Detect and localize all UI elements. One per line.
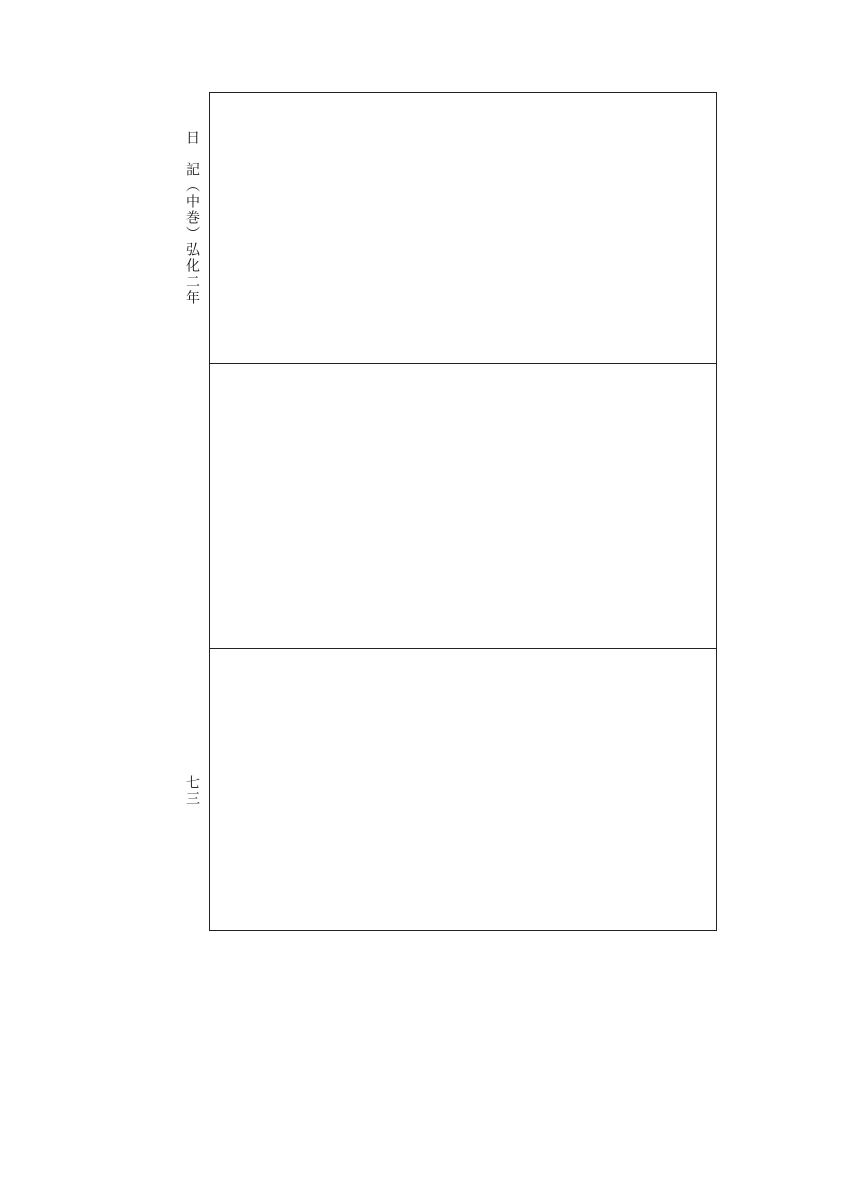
running-title: 日 記（中巻）弘化二年 [184,130,200,306]
page-frame [209,92,717,931]
section-divider-bottom [209,648,717,649]
page-number: 七三 [184,775,200,807]
section-divider-top [209,363,717,364]
